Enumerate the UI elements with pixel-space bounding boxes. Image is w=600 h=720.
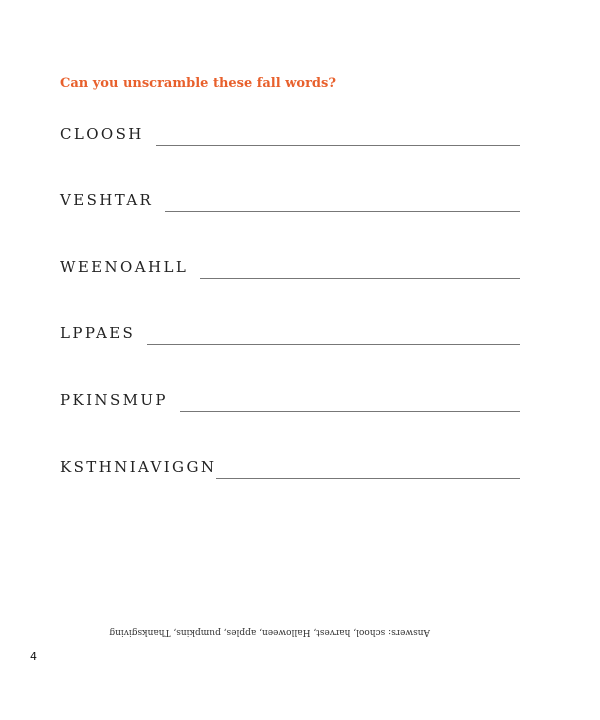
word-row: [60, 321, 520, 345]
word-row: [60, 455, 520, 479]
page-number: 4: [30, 650, 37, 663]
scrambled-word: VESHTAR: [60, 191, 154, 209]
word-row: [60, 122, 520, 146]
scrambled-word: LPPAES: [60, 324, 136, 342]
word-row: [60, 188, 520, 212]
answer-line[interactable]: [165, 211, 520, 212]
answer-line[interactable]: [156, 145, 520, 146]
scrambled-word: CLOOSH: [60, 125, 144, 143]
scrambled-word: WEENOAHLL: [60, 258, 189, 276]
answer-line[interactable]: [200, 278, 520, 279]
scrambled-word: KSTHNIAVIGGN: [60, 458, 217, 476]
answer-line[interactable]: [147, 344, 520, 345]
answer-line[interactable]: [180, 411, 520, 412]
scrambled-word: PKINSMUP: [60, 391, 168, 409]
page-heading: Can you unscramble these fall words?: [60, 76, 336, 91]
answer-line[interactable]: [216, 478, 520, 479]
upside-down-answers: Answers: school, harvest, Halloween, apples, pumpkins, Thanksgiving: [109, 627, 430, 637]
word-row: [60, 255, 520, 279]
word-row: [60, 388, 520, 412]
